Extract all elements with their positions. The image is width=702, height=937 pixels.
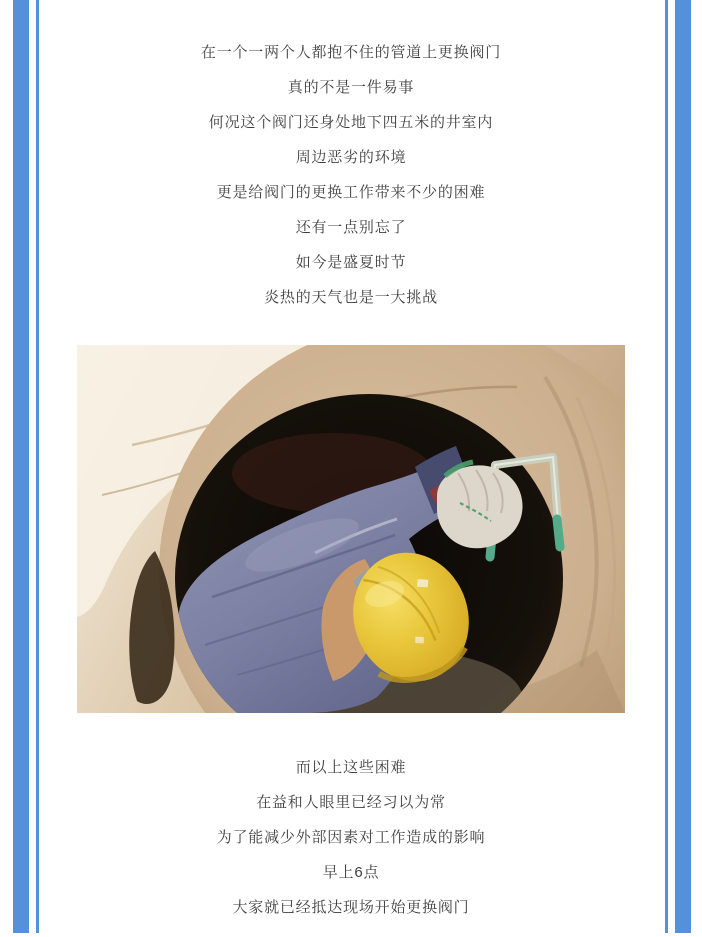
article-line: 如今是盛夏时节 (295, 254, 407, 271)
left-outer-border-bar (13, 0, 29, 933)
article-line: 大家就已经抵达现场开始更换阀门 (232, 899, 470, 916)
article-line: 为了能减少外部因素对工作造成的影响 (216, 829, 486, 846)
article-line: 在一个一两个人都抱不住的管道上更换阀门 (200, 44, 502, 61)
article-line: 周边恶劣的环境 (295, 149, 407, 166)
manhole-photo-illustration (77, 345, 625, 713)
article-line: 早上6点 (322, 864, 380, 881)
outro-paragraphs (39, 750, 663, 925)
right-inner-border-line (665, 0, 668, 933)
article-line: 还有一点别忘了 (295, 219, 407, 236)
article-line: 真的不是一件易事 (287, 79, 415, 96)
right-outer-border-bar (675, 0, 691, 933)
article-line: 而以上这些困难 (295, 759, 407, 776)
article-line: 炎热的天气也是一大挑战 (264, 289, 438, 306)
article-content (39, 0, 663, 925)
intro-paragraphs (39, 0, 663, 315)
article-line: 更是给阀门的更换工作带来不少的困难 (216, 184, 486, 201)
article-line: 何况这个阀门还身处地下四五米的井室内 (208, 114, 494, 131)
article-line: 在益和人眼里已经习以为常 (256, 794, 446, 811)
worker-in-manhole-photo (77, 345, 625, 713)
